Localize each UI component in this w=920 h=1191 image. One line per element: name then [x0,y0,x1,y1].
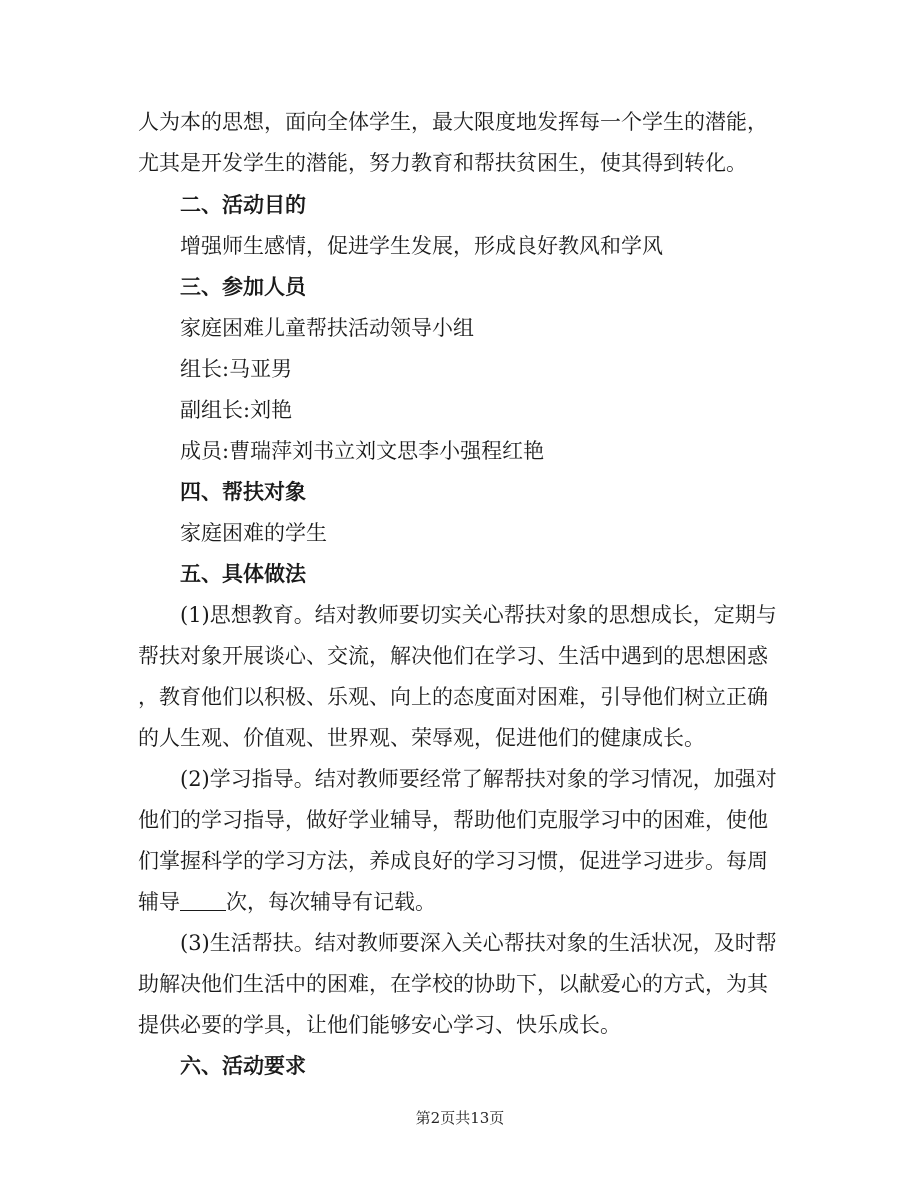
section-6-heading: 六、活动要求 [180,1054,306,1078]
section-3-heading: 三、参加人员 [180,275,306,299]
paragraph-1-line-1: (1)思想教育。结对教师要切实关心帮扶对象的思想成长，定期与 [180,603,777,627]
paragraph-2-line-4 [138,887,798,917]
section-2-heading: 二、活动目的 [180,193,306,217]
paragraph-2-line-3: 们掌握科学的学习方法，养成良好的学习习惯，促进学习进步。每周 [138,849,768,873]
section-3-deputy: 副组长:刘艳 [180,398,293,422]
paragraph-3-line-2: 助解决他们生活中的困难，在学校的协助下，以献爱心的方式，为其 [138,972,768,996]
paragraph-2-line-2: 他们的学习指导，做好学业辅导，帮助他们克服学习中的困难，使他 [138,808,768,832]
section-3-leader: 组长:马亚男 [180,357,293,381]
paragraph-2-line-1: (2)学习指导。结对教师要经常了解帮扶对象的学习情况，加强对 [180,767,777,791]
fill-in-blank [180,890,226,911]
paragraph-1-line-3: ，教育他们以积极、乐观、向上的态度面对困难，引导他们树立正确 [138,685,768,709]
paragraph-2-line-4-start: 辅导 [138,890,180,914]
section-4-heading: 四、帮扶对象 [180,480,306,504]
intro-line-2: 尤其是开发学生的潜能，努力教育和帮扶贫困生，使其得到转化。 [138,151,747,175]
section-3-members: 成员:曹瑞萍刘书立刘文思李小强程红艳 [180,439,545,463]
section-2-text: 增强师生感情，促进学生发展，形成良好教风和学风 [180,234,663,258]
section-4-text: 家庭困难的学生 [180,521,327,545]
paragraph-1-line-2: 帮扶对象开展谈心、交流，解决他们在学习、生活中遇到的思想困惑 [138,644,768,668]
page-number-footer: 第2页共13页 [415,1109,505,1127]
paragraph-3-line-3: 提供必要的学具，让他们能够安心学习、快乐成长。 [138,1013,621,1037]
intro-line-1: 人为本的思想，面向全体学生，最大限度地发挥每一个学生的潜能， [138,110,768,134]
paragraph-3-line-1: (3)生活帮扶。结对教师要深入关心帮扶对象的生活状况，及时帮 [180,931,777,955]
paragraph-1-line-4: 的人生观、价值观、世界观、荣辱观，促进他们的健康成长。 [138,726,705,750]
section-5-heading: 五、具体做法 [180,562,306,586]
section-3-group: 家庭困难儿童帮扶活动领导小组 [180,316,474,340]
paragraph-2-line-4-end: 次，每次辅导有记载。 [226,890,436,914]
